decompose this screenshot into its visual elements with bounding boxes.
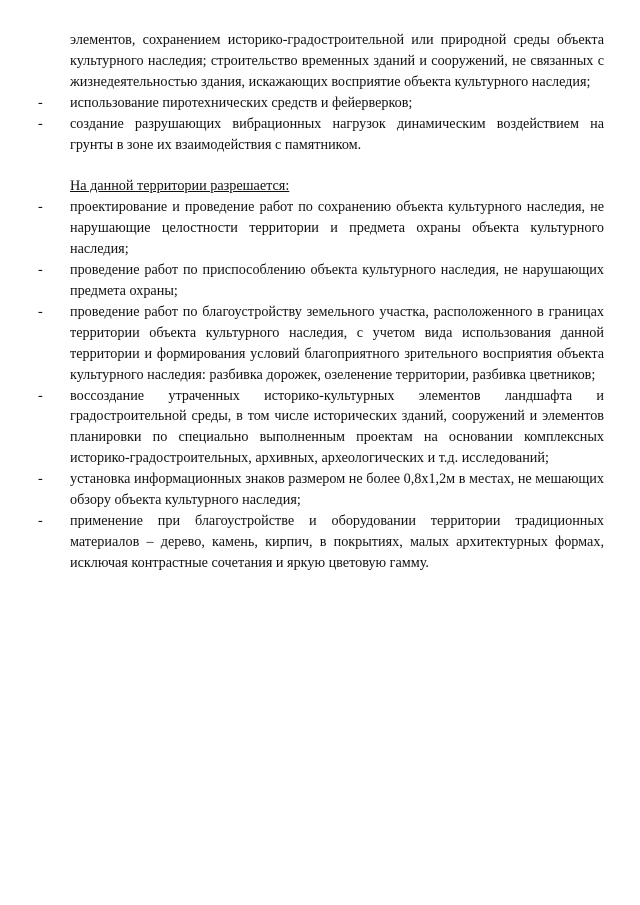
list-bullet: -	[38, 471, 43, 488]
list-bullet: -	[38, 262, 43, 279]
list-bullet: -	[38, 199, 43, 216]
document-page	[38, 30, 604, 574]
list-item	[38, 260, 604, 302]
list-bullet: -	[38, 303, 43, 320]
list-item-text: применение при благоустройстве и оборудовании территории традиционных материалов – дерево, камень, кирпич, в покрытиях, малых архитектурных формах, исключая контрастные сочетания и яркую цветовую гамму.	[70, 512, 604, 571]
list-item	[38, 302, 604, 386]
list-item-text: установка информационных знаков размером не более 0,8х1,2м в местах, не мешающих обзору объекта культурного наследия;	[70, 471, 604, 509]
continuation-paragraph: элементов, сохранением историко-градостроительной или природной среды объекта культурного наследия; строительство временных зданий и сооружений, не связанных с жизнедеятельностью здания, искажающих восприятие объекта культурного наследия;	[70, 32, 604, 90]
list-item-text: проведение работ по благоустройству земельного участка, расположенного в границах территории объекта культурного наследия, с учетом вида использования данной территории и формирования условий благоприятного зрительного восприятия объекта культурного наследия: разбивка дорожек, озеленение территории, разбивка цветников;	[70, 303, 604, 383]
list-item-text: использование пиротехнических средств и фейерверков;	[70, 94, 413, 111]
list-bullet: -	[38, 94, 43, 111]
prohibited-list	[38, 93, 604, 156]
list-bullet: -	[38, 115, 43, 132]
list-item-text: проведение работ по приспособлению объекта культурного наследия, не нарушающих предмета охраны;	[70, 262, 604, 299]
list-item-text: воссоздание утраченных историко-культурных элементов ландшафта и градостроительной среды, в том числе исторических зданий, сооружений и элементов планировки по специально выполненным проектам на основании комплексных историко-градостроительных, архивных, археологических и т.д. исследований;	[70, 387, 604, 467]
list-item	[38, 511, 604, 574]
allowed-list	[38, 197, 604, 573]
list-item	[38, 197, 604, 260]
list-bullet: -	[38, 387, 43, 404]
list-item-text: проектирование и проведение работ по сохранению объекта культурного наследия, не нарушающие целостности территории и предмета охраны объекта культурного наследия;	[70, 199, 604, 258]
list-item	[38, 386, 604, 470]
list-item	[38, 114, 604, 156]
list-item	[38, 469, 604, 511]
list-item-text: создание разрушающих вибрационных нагрузок динамическим воздействием на грунты в зоне их взаимодействия с памятником.	[70, 115, 604, 153]
section-heading: На данной территории разрешается:	[70, 178, 290, 195]
list-bullet: -	[38, 512, 43, 529]
list-item	[38, 93, 604, 114]
